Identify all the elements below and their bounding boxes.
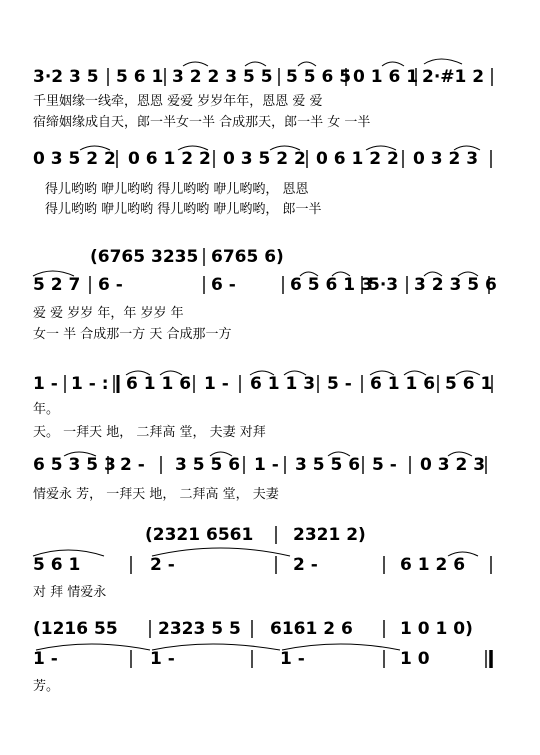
- svg-text:0 3 2 3: 0 3 2 3: [413, 149, 479, 169]
- svg-text:得儿哟哟 咿儿哟哟 得儿哟哟 咿儿哟: 得儿哟哟 咿儿哟哟 得儿哟哟 咿儿哟哟， 恩恩: [45, 182, 309, 197]
- svg-text:6 5 3 5 3: 6 5 3 5 3: [33, 455, 116, 475]
- svg-text:6 -: 6 -: [98, 275, 123, 295]
- svg-text:5·3: 5·3: [368, 275, 399, 295]
- svg-text:天。 一拜天 地， 二拜高: 天。 一拜天 地， 二拜高 堂， 夫妻 对拜: [33, 425, 266, 440]
- svg-text:1 -: 1 -: [254, 455, 279, 475]
- svg-text:女一 半: 女一 半 合成那一方 天 合成那一方: [33, 327, 232, 342]
- svg-text:5 -: 5 -: [327, 374, 352, 394]
- svg-text:1 -: 1 -: [33, 374, 58, 394]
- svg-text:1 -: 1 -: [204, 374, 229, 394]
- svg-text:6 1 1 3: 6 1 1 3: [250, 374, 316, 394]
- svg-text:芳。: 芳。: [33, 679, 60, 694]
- svg-text:6765 6): 6765 6): [211, 247, 284, 267]
- svg-text:情爱永 芳， 一拜天 地， 二拜高 堂，: 情爱永 芳， 一拜天 地， 二拜高 堂， 夫妻: [33, 487, 279, 502]
- svg-text:6 1 1 6: 6 1 1 6: [370, 374, 436, 394]
- svg-text:0 3 5 2 2: 0 3 5 2 2: [223, 149, 306, 169]
- svg-text:5 6 1: 5 6 1: [33, 555, 81, 575]
- svg-text:1 -: 1 -: [150, 649, 175, 669]
- svg-text:2 -: 2 -: [150, 555, 175, 575]
- svg-text:0 6 1 2 2: 0 6 1 2 2: [128, 149, 211, 169]
- svg-text:2323 5 5: 2323 5 5: [158, 619, 241, 639]
- svg-text:3 2 2 3 5 5: 3 2 2 3 5 5: [172, 67, 273, 87]
- svg-text:5 6 1: 5 6 1: [116, 67, 164, 87]
- svg-text:爱 爱: 爱 爱 岁岁 年，年 岁岁 年: [33, 306, 184, 321]
- svg-text:1 0: 1 0: [400, 649, 430, 669]
- svg-text:得儿哟哟 咿儿哟哟 得儿哟哟 咿儿哟: 得儿哟哟 咿儿哟哟 得儿哟哟 咿儿哟哟， 郎一半: [45, 202, 322, 217]
- svg-text:6 1 2 6: 6 1 2 6: [400, 555, 466, 575]
- svg-text:1 0 1 0): 1 0 1 0): [400, 619, 473, 639]
- svg-text:3 2 3 5 6: 3 2 3 5 6: [414, 275, 497, 295]
- svg-text:(1216 55: (1216 55: [33, 619, 118, 639]
- svg-text:1 -: 1 -: [280, 649, 305, 669]
- svg-text:1 - :: 1 - :: [71, 374, 109, 394]
- svg-text:5 2 7: 5 2 7: [33, 275, 81, 295]
- svg-text:5 5 6 5: 5 5 6 5: [286, 67, 352, 87]
- svg-text:6 1 1 6: 6 1 1 6: [126, 374, 192, 394]
- svg-text:5 6 1: 5 6 1: [445, 374, 493, 394]
- svg-text:0 3 2 3: 0 3 2 3: [420, 455, 486, 475]
- svg-text:2321 2): 2321 2): [293, 525, 366, 545]
- svg-text:2 -: 2 -: [120, 455, 145, 475]
- staff-line-2: [33, 146, 491, 217]
- staff-line-1: [33, 59, 492, 130]
- staff-line-7: [33, 619, 491, 694]
- svg-text:0 6 1 2 2: 0 6 1 2 2: [316, 149, 399, 169]
- svg-text:6 -: 6 -: [211, 275, 236, 295]
- svg-text:6 5 6 1 3: 6 5 6 1 3: [290, 275, 373, 295]
- svg-text:0 1 6 1: 0 1 6 1: [353, 67, 419, 87]
- staff-line-5: [33, 452, 486, 502]
- svg-text:1 -: 1 -: [33, 649, 58, 669]
- svg-text:6161 2 6: 6161 2 6: [270, 619, 353, 639]
- svg-text:宿缔姻缘成自天，郎一半女一半 合成那天，郎一半 女 一: 宿缔姻缘成自天，郎一半女一半 合成那天，郎一半 女 一半: [33, 115, 371, 130]
- staff-line-4: [33, 371, 492, 440]
- svg-text:(6765 3235: (6765 3235: [90, 247, 199, 267]
- svg-text:2·#1 2: 2·#1 2: [422, 67, 485, 87]
- svg-text:3 5 5 6: 3 5 5 6: [175, 455, 241, 475]
- svg-text:3·2 3 5: 3·2 3 5: [33, 67, 99, 87]
- svg-text:0 3 5 2 2: 0 3 5 2 2: [33, 149, 116, 169]
- svg-text:千里姻缘一线牵，恩恩 爱爱 岁岁年年，恩恩 爱: 千里姻缘一线牵，恩恩 爱爱 岁岁年年，恩恩 爱 爱: [33, 94, 323, 109]
- staff-line-6: [33, 525, 491, 600]
- svg-text:5 -: 5 -: [372, 455, 397, 475]
- svg-text:对 拜: 对 拜 情爱永: [33, 585, 107, 600]
- svg-text:3 5 5 6: 3 5 5 6: [295, 455, 361, 475]
- svg-text:(2321 6561: (2321 6561: [145, 525, 254, 545]
- svg-text:2 -: 2 -: [293, 555, 318, 575]
- svg-text:年。: 年。: [33, 402, 60, 417]
- staff-line-3: [33, 247, 497, 342]
